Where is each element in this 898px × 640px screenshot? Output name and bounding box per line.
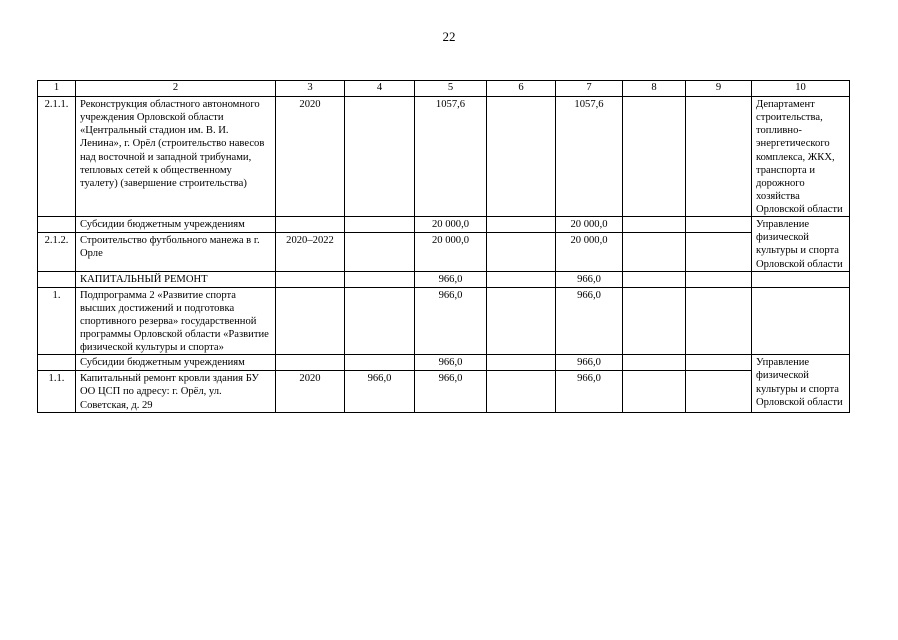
column-header: 1 xyxy=(38,81,76,97)
row-col-5: 966,0 xyxy=(415,371,487,412)
row-period: 2020 xyxy=(276,97,345,217)
row-col-4 xyxy=(345,271,415,287)
row-col-9 xyxy=(686,355,752,371)
row-number xyxy=(38,271,76,287)
header-row xyxy=(38,81,850,97)
row-col-8 xyxy=(623,371,686,412)
table-row xyxy=(38,217,850,233)
row-executor: Управление физической культуры и спорта Орловской области xyxy=(752,217,850,272)
row-col-6 xyxy=(487,287,556,355)
row-description: Реконструкция областного автономного учреждения Орловской области «Центральный стадион им. В. И. Ленина», г. Орёл (строительство навесов над восточной и западной трибунами, тепловых сетей к общественному туалету) (завершение строительства) xyxy=(76,97,276,217)
row-col-9 xyxy=(686,271,752,287)
row-period xyxy=(276,271,345,287)
row-executor xyxy=(752,287,850,355)
table-row xyxy=(38,355,850,371)
row-col-6 xyxy=(487,371,556,412)
row-col-9 xyxy=(686,217,752,233)
row-col-7: 1057,6 xyxy=(556,97,623,217)
table-row xyxy=(38,287,850,355)
row-number xyxy=(38,217,76,233)
row-executor: Департамент строительства, топливно-энергетического комплекса, ЖКХ, транспорта и дорожного хозяйства Орловской области xyxy=(752,97,850,217)
row-number: 2.1.2. xyxy=(38,233,76,272)
row-period xyxy=(276,287,345,355)
row-col-4 xyxy=(345,217,415,233)
row-col-8 xyxy=(623,233,686,272)
table-row xyxy=(38,271,850,287)
row-col-6 xyxy=(487,233,556,272)
row-period: 2020 xyxy=(276,371,345,412)
row-col-4 xyxy=(345,97,415,217)
column-header: 9 xyxy=(686,81,752,97)
row-col-8 xyxy=(623,271,686,287)
row-col-6 xyxy=(487,217,556,233)
row-col-7: 966,0 xyxy=(556,287,623,355)
row-description: Субсидии бюджетным учреждениям xyxy=(76,217,276,233)
row-col-8 xyxy=(623,287,686,355)
row-col-7: 966,0 xyxy=(556,271,623,287)
row-number: 1.1. xyxy=(38,371,76,412)
row-col-4: 966,0 xyxy=(345,371,415,412)
row-col-5: 20 000,0 xyxy=(415,233,487,272)
row-col-4 xyxy=(345,355,415,371)
row-col-7: 20 000,0 xyxy=(556,217,623,233)
row-col-4 xyxy=(345,233,415,272)
row-description: Строительство футбольного манежа в г. Орле xyxy=(76,233,276,272)
row-col-8 xyxy=(623,217,686,233)
row-number: 2.1.1. xyxy=(38,97,76,217)
row-col-5: 966,0 xyxy=(415,271,487,287)
page-number: 22 xyxy=(442,29,456,44)
budget-table xyxy=(37,80,850,413)
row-period xyxy=(276,355,345,371)
row-col-8 xyxy=(623,97,686,217)
column-header: 3 xyxy=(276,81,345,97)
row-period: 2020–2022 xyxy=(276,233,345,272)
row-executor: Управление физической культуры и спорта Орловской области xyxy=(752,355,850,412)
row-col-5: 1057,6 xyxy=(415,97,487,217)
row-col-9 xyxy=(686,371,752,412)
row-col-7: 966,0 xyxy=(556,355,623,371)
row-col-9 xyxy=(686,97,752,217)
row-col-4 xyxy=(345,287,415,355)
row-description: КАПИТАЛЬНЫЙ РЕМОНТ xyxy=(76,271,276,287)
column-header: 7 xyxy=(556,81,623,97)
row-number: 1. xyxy=(38,287,76,355)
column-header: 6 xyxy=(487,81,556,97)
table-row xyxy=(38,371,850,412)
row-executor xyxy=(752,271,850,287)
column-header: 4 xyxy=(345,81,415,97)
row-col-6 xyxy=(487,271,556,287)
row-col-7: 966,0 xyxy=(556,371,623,412)
row-col-5: 966,0 xyxy=(415,287,487,355)
row-col-6 xyxy=(487,355,556,371)
row-col-5: 20 000,0 xyxy=(415,217,487,233)
column-header: 2 xyxy=(76,81,276,97)
column-header: 10 xyxy=(752,81,850,97)
row-col-5: 966,0 xyxy=(415,355,487,371)
table-row xyxy=(38,97,850,217)
row-number xyxy=(38,355,76,371)
row-description: Капитальный ремонт кровли здания БУ ОО ЦСП по адресу: г. Орёл, ул. Советская, д. 29 xyxy=(76,371,276,412)
row-description: Подпрограмма 2 «Развитие спорта высших достижений и подготовка спортивного резерва» государственной программы Орловской области «Развитие физической культуры и спорта» xyxy=(76,287,276,355)
row-period xyxy=(276,217,345,233)
column-header: 5 xyxy=(415,81,487,97)
row-description: Субсидии бюджетным учреждениям xyxy=(76,355,276,371)
row-col-8 xyxy=(623,355,686,371)
row-col-9 xyxy=(686,287,752,355)
table-row xyxy=(38,233,850,272)
row-col-6 xyxy=(487,97,556,217)
column-header: 8 xyxy=(623,81,686,97)
row-col-9 xyxy=(686,233,752,272)
row-col-7: 20 000,0 xyxy=(556,233,623,272)
